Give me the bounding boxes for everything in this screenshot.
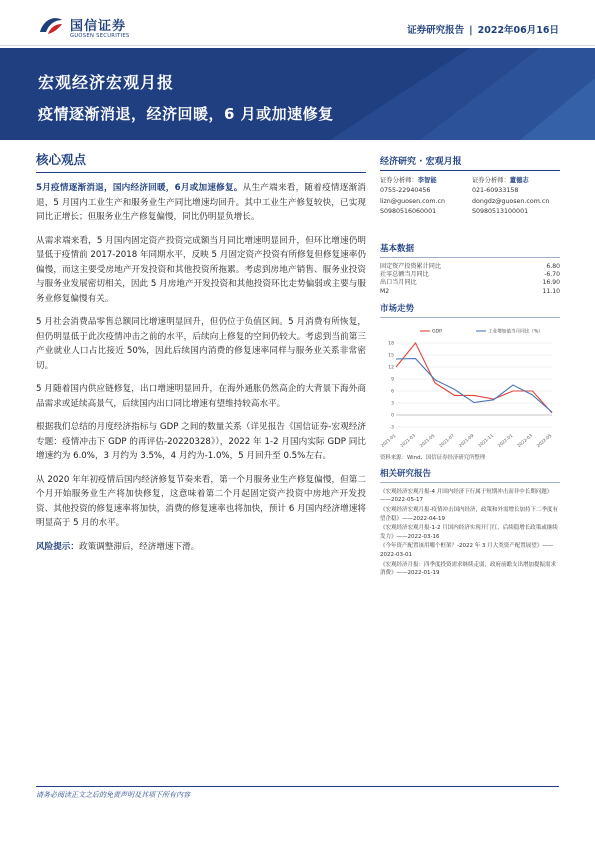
data-row xyxy=(380,288,560,296)
analyst-name: 董德志 xyxy=(509,177,529,184)
paragraph-1 xyxy=(36,181,366,225)
report-headline: 疫情逐渐消退，经济回暖，6 月或加速修复 xyxy=(38,105,334,123)
report-type: 证券研究报告 xyxy=(407,25,465,36)
key-conclusion: 5月疫情逐渐消退，国内经济回暖，6月或加速修复。 xyxy=(36,183,243,193)
risk-warning xyxy=(36,540,366,554)
analyst-2-title xyxy=(472,176,560,186)
related-report-link[interactable]: 《宏观经济宏观月报-疫情冲击国内经济，政策和外需增长加持下二季度有望企稳》——2022-04-19 xyxy=(380,507,558,522)
related-report-link[interactable]: 《宏观经济宏观月报-1-2 月国内经济实现开门红，后续稳增长政策或继续发力》——2022-03-16 xyxy=(380,525,558,540)
series-line-2 xyxy=(396,358,552,412)
footer-divider xyxy=(36,786,559,787)
basic-data-heading: 基本数据 xyxy=(380,242,560,258)
risk-text: 政策调整滞后，经济增速下滑。 xyxy=(78,541,200,552)
guosen-logo-icon xyxy=(38,14,64,36)
analyst-1-title xyxy=(380,176,468,186)
data-label: 社零总额当月同比 xyxy=(380,271,429,279)
y-tick-label: 12 xyxy=(388,365,394,371)
related-report-link[interactable]: 《今年资产配置该用哪个框架？-2022 年 3 月大类资产配置展望》——2022-03-01 xyxy=(380,543,554,558)
chart-svg xyxy=(380,323,560,451)
analyst-phone: 0755-22940456 xyxy=(380,187,431,195)
sidebar xyxy=(380,154,560,579)
analyst-license: S0980516060001 xyxy=(380,207,437,215)
report-series-title: 宏观经济宏观月报 xyxy=(38,73,175,92)
x-tick-label: 2022-03 xyxy=(516,433,534,449)
title-banner xyxy=(0,48,595,140)
y-tick-label: 3 xyxy=(391,401,394,407)
page-header xyxy=(0,0,595,46)
separator: | xyxy=(469,25,473,36)
paragraph-1-text: 从生产端来看，随着疫情逐渐消退，5 月国内工业生产和服务业生产同比增速均回升。其中工业生产修复较快，已实现同比正增长；但服务业生产修复偏慢，同比仍明显负增长。 xyxy=(36,183,366,222)
x-tick-label: 2021-01 xyxy=(380,433,398,449)
analyst-email: dongdz@guosen.com.cn xyxy=(472,197,550,205)
data-label: 出口当月同比 xyxy=(380,279,417,287)
data-value: -6.70 xyxy=(544,271,560,279)
data-value: 16.90 xyxy=(542,279,560,287)
analyst-block xyxy=(380,176,560,236)
analyst-role: 证券分析师： xyxy=(380,177,418,184)
logo-text-en: GUOSEN SECURITIES xyxy=(70,33,130,39)
analyst-license: S0980513100001 xyxy=(472,207,529,215)
data-row xyxy=(380,263,560,271)
analyst-2 xyxy=(472,176,560,217)
data-value: 6.80 xyxy=(546,263,560,270)
x-tick-label: 2021-09 xyxy=(458,433,476,449)
legend-label: 工业增加值当月同比（%） xyxy=(488,329,543,335)
x-tick-label: 2021-05 xyxy=(419,433,437,449)
related-report-link[interactable]: 《宏观经济宏观月报-4 月国内经济下行属于短期冲击而非中长期问题》——2022-05-17 xyxy=(380,488,553,504)
analyst-phone: 021-60933158 xyxy=(472,187,519,195)
report-type-line xyxy=(407,22,559,36)
y-tick-label: 9 xyxy=(391,377,394,383)
paragraph-4: 5 月随着国内供应链修复，出口增速明显回升，在海外通胀仍然高企的大背景下海外商品需求或延续高景气，后续国内出口同比增速有望维持较高水平。 xyxy=(36,384,366,409)
x-tick-label: 2021-03 xyxy=(399,433,417,449)
report-date: 2022年06月16日 xyxy=(477,25,559,36)
y-tick-label: 0 xyxy=(391,413,394,419)
market-trend-chart xyxy=(380,323,560,451)
x-tick-label: 2021-07 xyxy=(438,433,456,449)
legend-label: GDP xyxy=(432,329,442,335)
data-row xyxy=(380,279,560,287)
market-trend-heading: 市场走势 xyxy=(380,302,560,318)
x-tick-label: 2022-01 xyxy=(497,433,515,449)
banner-decoration xyxy=(0,48,595,140)
paragraph-2: 从需求端来看，5 月国内固定资产投资完成额当月同比增速明显回升，但环比增速仍明显低于疫情前 2017-2018 年同期水平，反映 5 月固定资产投资有所修复但修复速率仍偏慢，而这主要受房地产开发投资和其他投资所拖累。考虑到房地产销售、服务业投资与服务业发展密切相关，因此 5 月房地产开发投资和其他投资环比走势偏弱或主要与服务业修复偏慢有关。 xyxy=(36,235,366,304)
y-tick-label: 15 xyxy=(388,353,394,359)
y-tick-label: -3 xyxy=(389,425,394,431)
x-tick-label: 2022-05 xyxy=(536,433,554,449)
analyst-name: 李智能 xyxy=(417,177,437,184)
risk-label: 风险提示： xyxy=(36,541,79,552)
data-label: M2 xyxy=(380,287,390,295)
analyst-email: lizn@guosen.com.cn xyxy=(380,197,445,205)
analyst-role: 证券分析师： xyxy=(472,177,510,184)
related-research-list xyxy=(380,488,560,578)
chart-source: 资料来源：Wind、国信证券经济研究所整理 xyxy=(380,454,486,461)
related-research-heading: 相关研究报告 xyxy=(380,467,560,483)
paragraph-5: 根据我们总结的月度经济指标与 GDP 之间的数量关系（详见报告《国信证券-宏观经济专题：疫情冲击下 GDP 的再评估-20220328》），2022 年 1-2 月国内实际 GDP 同比增速约为 6.0%，3 月约为 3.5%，4 月约为-1.0%，5 月回升至 0.5%左右。 xyxy=(36,422,366,461)
disclaimer-footer: 请务必阅读正文之后的免责声明及其项下所有内容 xyxy=(36,791,190,799)
data-label: 固定资产投资累计同比 xyxy=(380,263,441,270)
y-tick-label: 6 xyxy=(391,389,394,395)
paragraph-3: 5 月社会消费品零售总额同比增速明显回升，但仍位于负值区间。5 月消费有所恢复，但仍明显低于此次疫情冲击之前的水平，后续向上修复的空间仍较大。考虑到当前第三产业就业人口占比接近 50%，因此后续国内消费的修复速率同样与服务业关系非常密切。 xyxy=(36,317,366,371)
report-category: 经济研究 · 宏观月报 xyxy=(380,154,560,171)
core-views-heading: 核心观点 xyxy=(36,150,366,173)
related-report-link[interactable]: 《宏观经济月报：四季度投资需求继续走弱，政府前瞻支出增加提振需求消费》——2022-01-19 xyxy=(380,561,557,577)
logo-text-cn: 国信证券 xyxy=(70,19,127,34)
analyst-1 xyxy=(380,176,468,217)
main-column xyxy=(36,150,366,554)
basic-data-table xyxy=(380,263,560,296)
x-tick-label: 2021-11 xyxy=(477,433,495,449)
data-value: 11.10 xyxy=(542,287,560,295)
paragraph-6: 从 2020 年年初疫情后国内经济修复节奏来看，第一个月服务业生产修复偏慢，但第二个月开始服务业生产将加快修复，这意味着第二个月起固定资产投资中房地产开发投资、其他投资的修复速率将加快，消费的修复速率也将加快，预计 6 月国内经济增速将明显高于 5 月的水平。 xyxy=(36,474,366,528)
y-tick-label: 18 xyxy=(388,341,394,347)
company-logo xyxy=(38,12,148,42)
